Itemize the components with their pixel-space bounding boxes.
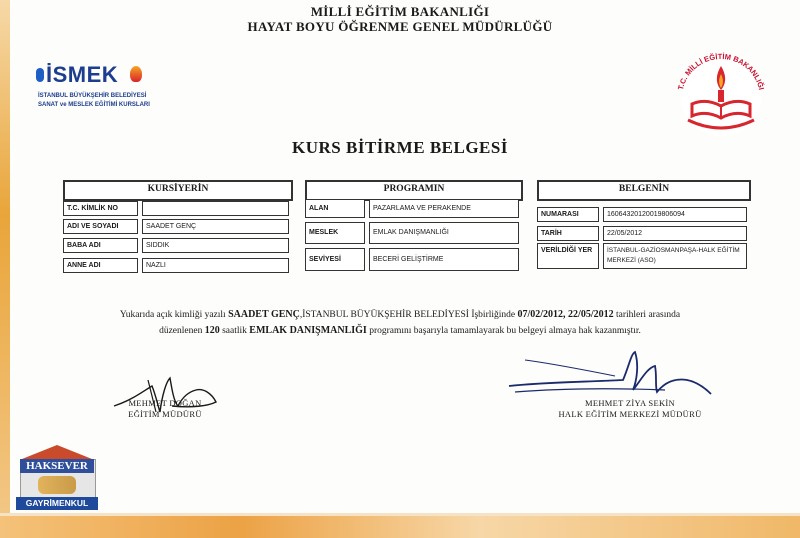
document-panel-header: BELGENİN (618, 184, 670, 194)
ismek-brand-text (46, 62, 118, 88)
statement-dates: 07/02/2012, 22/05/2012 (517, 309, 614, 320)
statement-text-5: saatlik (222, 326, 247, 336)
statement-organization: ,İSTANBUL BÜYÜKŞEHİR BELEDİYESİ (299, 310, 469, 320)
trainee-label-tc: T.C. KİMLİK NO (63, 201, 138, 216)
right-signature-mark (505, 346, 715, 406)
trainee-label-mother: ANNE ADI (63, 258, 138, 273)
left-signatory-title: EĞİTİM MÜDÜRÜ (128, 409, 202, 419)
trainee-label-father: BABA ADI (63, 238, 138, 253)
statement-text-4: düzenlenen (159, 326, 203, 336)
document-value-number: 16064320120019806094 (603, 207, 747, 222)
handshake-icon (38, 476, 76, 494)
ministry-name: MİLLİ EĞİTİM BAKANLIĞI (310, 4, 490, 19)
statement-text-2: İşbirliğinde (471, 310, 516, 320)
document-label-number: NUMARASI (537, 207, 599, 222)
statement-text-6: programını başarıyla tamamlayarak bu belgeyi almaya hak kazanmıştır. (369, 326, 641, 336)
left-signatory-name: MEHMET DOĞAN (128, 398, 202, 408)
ismek-bulb-icon (36, 68, 44, 82)
statement-text-3: tarihleri arasında (616, 310, 681, 320)
program-value-level: BECERİ GELİŞTİRME (369, 248, 519, 271)
trainee-value-father: SIDDIK (142, 238, 289, 253)
right-signatory-name: MEHMET ZİYA SEKİN (585, 398, 675, 408)
statement-trainee-name: SAADET GENÇ (228, 309, 300, 320)
program-label-field: ALAN (305, 199, 365, 218)
ismek-subtitle-1: İSTANBUL BÜYÜKŞEHİR BELEDİYESİ (38, 93, 147, 99)
program-label-profession: MESLEK (305, 222, 365, 244)
house-roof-icon (22, 445, 92, 459)
trainee-value-mother: NAZLI (142, 258, 289, 273)
meb-ring-text: T.C. MİLLİ EĞİTİM BAKANLIĞI (675, 51, 767, 91)
statement-text-1: Yukarıda açık kimliği yazılı (119, 310, 226, 320)
decorative-left-border (0, 0, 10, 538)
program-value-field: PAZARLAMA VE PERAKENDE (369, 199, 519, 218)
document-panel (537, 180, 751, 201)
meb-emblem-icon (668, 44, 774, 138)
program-panel-header: PROGRAMIN (383, 184, 445, 194)
trainee-panel-header: KURSİYERİN (147, 184, 209, 194)
right-signatory-title: HALK EĞİTİM MERKEZİ MÜDÜRÜ (558, 409, 702, 419)
meb-logo (668, 44, 774, 138)
trainee-label-name: ADI VE SOYADI (63, 219, 138, 234)
haksever-name: HAKSEVER (20, 459, 94, 473)
directorate-name: HAYAT BOYU ÖĞRENME GENEL MÜDÜRLÜĞÜ (247, 19, 553, 34)
document-label-place: VERİLDİĞİ YER (537, 243, 599, 269)
trainee-value-tc (142, 201, 289, 216)
ismek-flame-icon (130, 66, 142, 82)
certificate-statement (20, 307, 780, 339)
ismek-logo (36, 62, 150, 120)
statement-hours: 120 (204, 325, 220, 336)
certificate-title: KURS BİTİRME BELGESİ (292, 138, 508, 157)
document-value-place: İSTANBUL-GAZİOSMANPAŞA-HALK EĞİTİM MERKEZİ (ASO) (603, 243, 747, 269)
trainee-panel (63, 180, 293, 201)
document-label-date: TARİH (537, 226, 599, 241)
program-value-profession: EMLAK DANIŞMANLIĞI (369, 222, 519, 244)
haksever-logo (16, 445, 98, 513)
ismek-brand-label: İSMEK (46, 62, 119, 87)
program-label-level: SEVİYESİ (305, 248, 365, 271)
ismek-subtitle-2: SANAT ve MESLEK EĞİTİMİ KURSLARI (38, 102, 150, 108)
haksever-subtitle: GAYRİMENKUL (16, 497, 98, 510)
decorative-bottom-border (0, 516, 800, 538)
trainee-value-name: SAADET GENÇ (142, 219, 289, 234)
program-panel (305, 180, 523, 201)
document-value-date: 22/05/2012 (603, 226, 747, 241)
statement-course: EMLAK DANIŞMANLIĞI (249, 325, 367, 336)
